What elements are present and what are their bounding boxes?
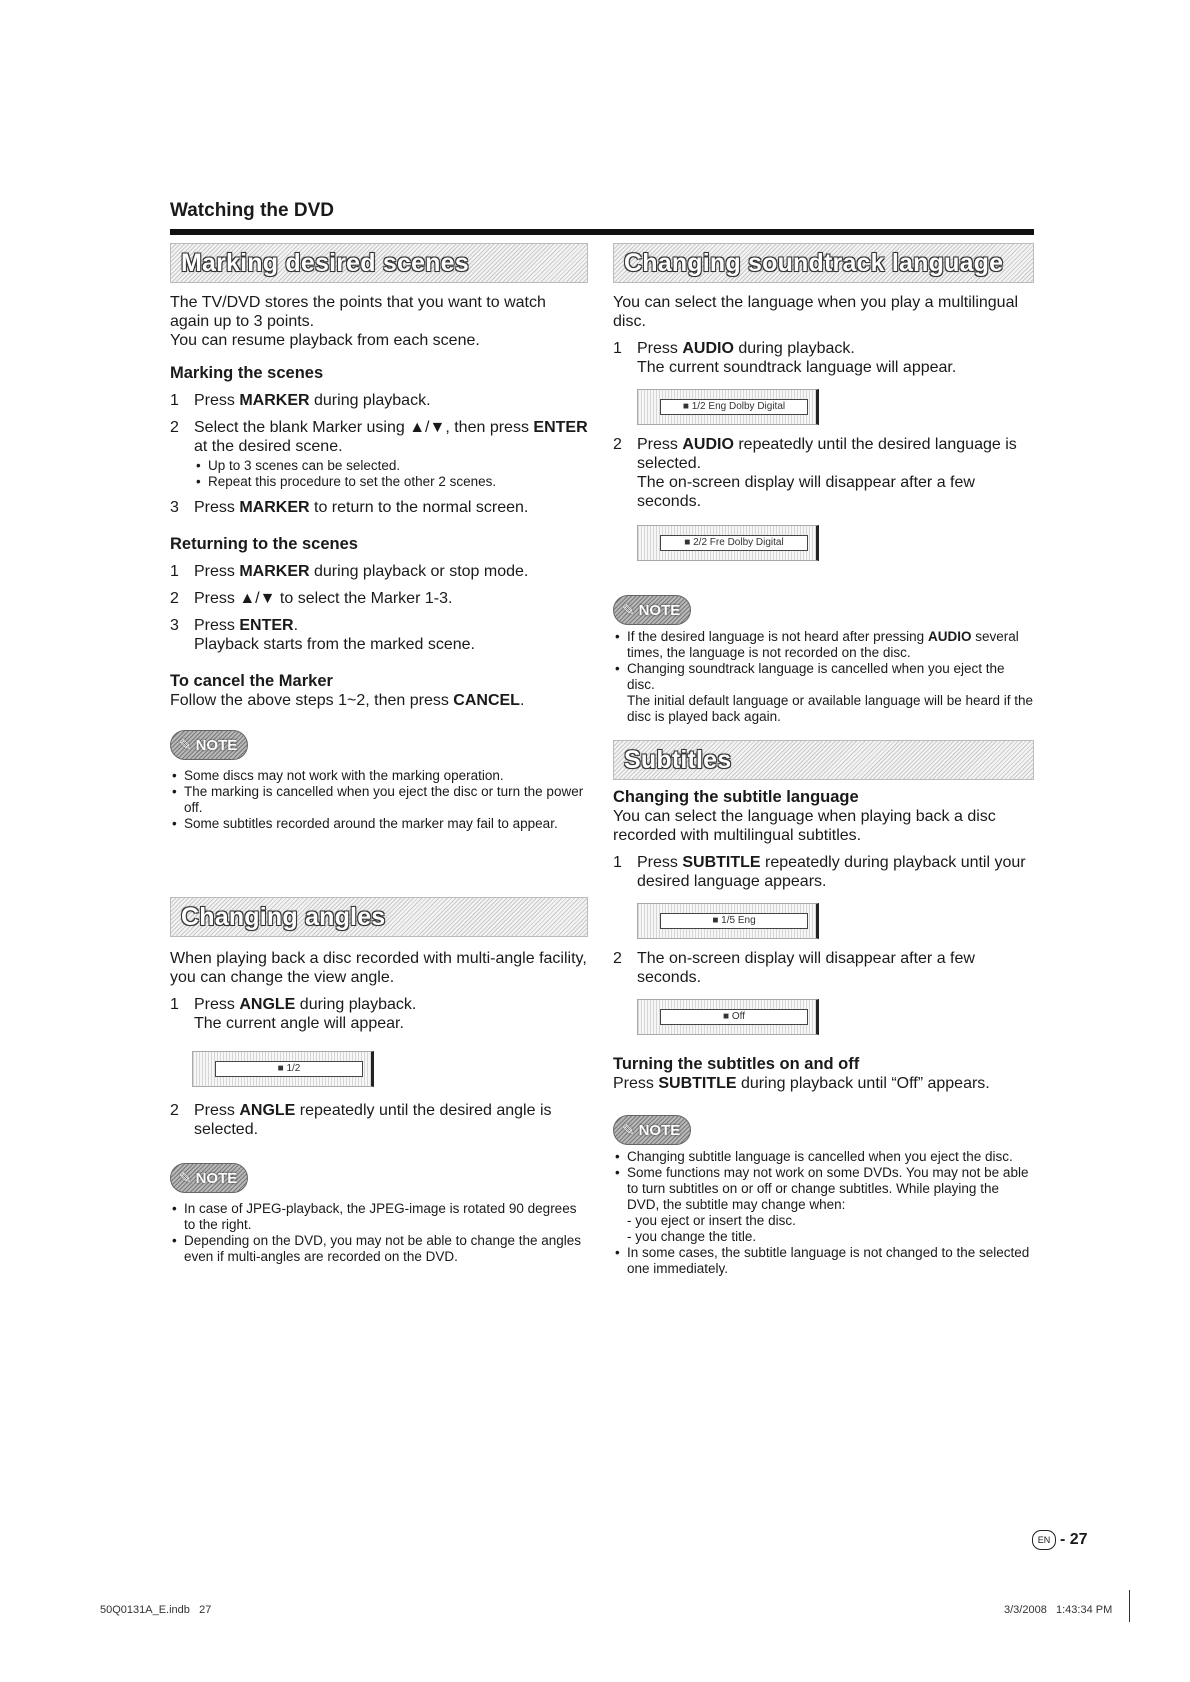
subtitle-icon: ■ <box>723 1011 730 1022</box>
page-number: EN - 27 <box>1032 1530 1088 1550</box>
banner-angles: Changing angles <box>170 897 588 937</box>
angles-section <box>170 897 588 1265</box>
note-list <box>170 768 588 832</box>
cancel-text: Follow the above steps 1~2, then press CANCEL. <box>170 692 525 709</box>
list-item: • In some cases, the subtitle language is not changed to the selected one immediately. <box>613 1245 1034 1277</box>
note-list <box>170 1201 588 1265</box>
note-badge: ✎ NOTE <box>613 595 691 625</box>
intro-text: The TV/DVD stores the points that you want to watch again up to 3 points. <box>170 294 546 330</box>
right-column <box>613 243 1034 725</box>
note-badge: ✎ NOTE <box>170 1163 248 1193</box>
pencil-icon: ✎ <box>622 601 635 619</box>
osd-angle: ■ 1/2 <box>192 1051 374 1087</box>
banner-soundtrack: Changing soundtrack language <box>613 243 1034 283</box>
footer-timestamp: 3/3/2008 1:43:34 PM <box>1004 1604 1113 1616</box>
intro-text: You can select the language when you play a multilingual disc. <box>613 294 1019 330</box>
subheading: Returning to the scenes <box>170 535 358 553</box>
step-item: 1 Press AUDIO during playback. The current soundtrack language will appear. <box>613 340 957 376</box>
note-badge: ✎ NOTE <box>613 1115 691 1145</box>
banner-subtitles: Subtitles <box>613 740 1034 780</box>
step-item: 1 Press SUBTITLE repeatedly during playback until your desired language appears. <box>613 854 1026 890</box>
banner-marking: Marking desired scenes <box>170 243 588 283</box>
header-rule <box>170 229 1034 235</box>
crop-mark <box>1129 1590 1130 1622</box>
subheading: To cancel the Marker <box>170 672 333 690</box>
note-list <box>613 1149 1034 1277</box>
footer-file: 50Q0131A_E.indb 27 <box>100 1604 212 1616</box>
subheading: Changing the subtitle language <box>613 788 859 806</box>
list-item: • Repeat this procedure to set the other 2 scenes. <box>194 474 588 490</box>
pencil-icon: ✎ <box>179 1169 192 1187</box>
step-item: 3 Press ENTER. Playback starts from the marked scene. <box>170 617 475 653</box>
pencil-icon: ✎ <box>179 736 192 754</box>
note-list <box>613 629 1034 725</box>
audio-icon: ■ <box>682 401 689 412</box>
list-item: • Depending on the DVD, you may not be able to change the angles even if multi-angles are recorded on the DVD. <box>170 1233 588 1265</box>
list-item: • If the desired language is not heard after pressing AUDIO several times, the language is not recorded on the disc. <box>613 629 1034 661</box>
audio-icon: ■ <box>684 537 691 548</box>
osd-audio: ■ 2/2 Fre Dolby Digital <box>637 525 819 561</box>
step-item: 3 Press MARKER to return to the normal screen. <box>170 499 529 516</box>
osd-subtitle: ■ Off <box>637 999 819 1035</box>
step-item: 2 The on-screen display will disappear after a few seconds. <box>613 950 975 986</box>
left-column <box>170 243 588 832</box>
osd-subtitle: ■ 1/5 Eng <box>637 903 819 939</box>
note-badge: ✎ NOTE <box>170 730 248 760</box>
list-item: • Changing soundtrack language is cancelled when you eject the disc. The initial default language or available language will be heard if the disc is played back again. <box>613 661 1034 725</box>
intro-text: You can resume playback from each scene. <box>170 332 480 349</box>
step-item: 2 Press AUDIO repeatedly until the desired language is selected. The on-screen display will disappear after a few seconds. <box>613 436 1017 510</box>
intro-text: When playing back a disc recorded with multi-angle facility, you can change the view angle. <box>170 950 587 986</box>
list-item: • In case of JPEG-playback, the JPEG-image is rotated 90 degrees to the right. <box>170 1201 588 1233</box>
language-badge-icon: EN <box>1032 1530 1056 1550</box>
subtitle-icon: ■ <box>712 915 719 926</box>
step-item: 2 Press ▲/▼ to select the Marker 1-3. <box>170 590 453 607</box>
list-item: • Some subtitles recorded around the marker may fail to appear. <box>170 816 588 832</box>
toggle-text: Press SUBTITLE during playback until “Off” appears. <box>613 1075 990 1092</box>
list-item: • Some functions may not work on some DVDs. You may not be able to turn subtitles on or off or change subtitles. While playing the DVD, the subtitle may change when: - you eject or insert the disc. - you change the title. <box>613 1165 1034 1245</box>
subheading: Turning the subtitles on and off <box>613 1055 860 1073</box>
section-title: Watching the DVD <box>170 200 334 221</box>
step-item: 1 Press ANGLE during playback. The current angle will appear. <box>170 996 417 1032</box>
step-item: 2 Press ANGLE repeatedly until the desired angle is selected. <box>170 1102 552 1138</box>
step-item: 1 Press MARKER during playback or stop mode. <box>170 563 529 580</box>
subtitles-section <box>613 740 1034 1277</box>
list-item: • Some discs may not work with the marking operation. <box>170 768 588 784</box>
pencil-icon: ✎ <box>622 1121 635 1139</box>
list-item: • Changing subtitle language is cancelled when you eject the disc. <box>613 1149 1034 1165</box>
subheading: Marking the scenes <box>170 364 324 382</box>
osd-audio: ■ 1/2 Eng Dolby Digital <box>637 389 819 425</box>
list-item: • Up to 3 scenes can be selected. <box>194 458 588 474</box>
list-item: • The marking is cancelled when you eject the disc or turn the power off. <box>170 784 588 816</box>
angle-icon: ■ <box>277 1063 284 1074</box>
step-item: 1 Press MARKER during playback. <box>170 392 431 409</box>
step-item: 2 Select the blank Marker using ▲/▼, then press ENTER at the desired scene. • Up to 3 scenes can be selected. • Repeat this procedure to set the other 2 scenes. <box>170 418 588 490</box>
intro-text: You can select the language when playing back a disc recorded with multilingual subtitles. <box>613 808 996 844</box>
